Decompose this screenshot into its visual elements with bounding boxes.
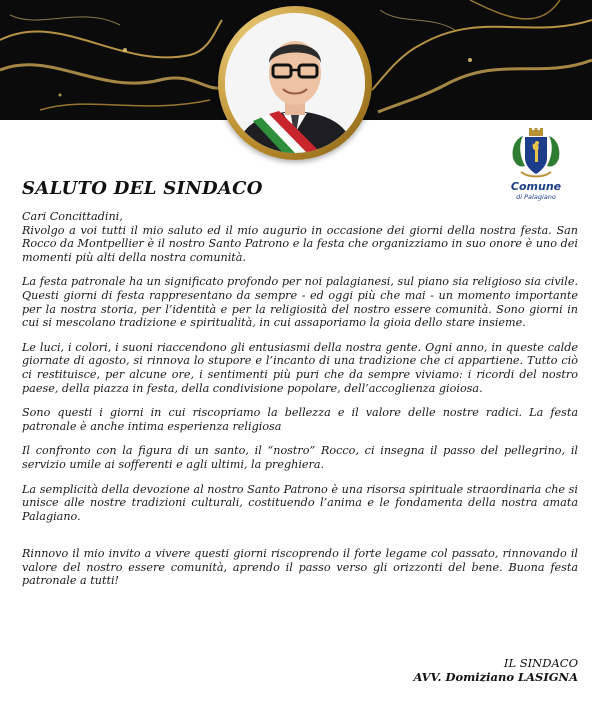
letter-paragraph-2: La festa patronale ha un significato profondo per noi palagianesi, sul piano sia religioso sia civile. Questi giorni di festa rappresentano da sempre - ed oggi più che mai - un momento importante per la nostra storia, per l’identità e per la religiosità del nostro essere comunità. Sono giorni in cui si mescolano tradizione e spiritualità, in cui assaporiamo la gioia dello stare insieme. [22, 275, 578, 330]
mayor-portrait-frame [218, 6, 372, 160]
signature-role: IL SINDACO [503, 656, 578, 670]
signature-name: AVV. Domiziano LASIGNA [413, 670, 578, 684]
letter-paragraph-7: Rinnovo il mio invito a vivere questi giorni riscoprendo il forte legame col passato, rinnovando il valore del nostro essere comunità, aprendo il passo verso gli orizzonti del bene. Buona festa patronale a tutti! [22, 547, 578, 588]
coat-of-arms-icon [507, 128, 565, 180]
logo-town-label: di Palagiano [516, 193, 556, 201]
letter-body [22, 210, 578, 599]
letter-paragraph-5: Il confronto con la figura di un santo, il “nostro” Rocco, ci insegna il passo del pellegrino, il servizio umile ai sofferenti e agli ultimi, la preghiera. [22, 444, 578, 471]
comune-logo [500, 128, 572, 208]
logo-comune-label: Comune [510, 180, 562, 193]
letter-greeting: Cari Concittadini, [22, 210, 123, 223]
mayor-portrait [225, 13, 365, 153]
mayor-portrait-photo-icon [225, 13, 365, 153]
signature-block [414, 656, 578, 684]
page-title: SALUTO DEL SINDACO [22, 178, 263, 199]
letter-paragraph-1 [22, 210, 578, 264]
letter-paragraph-3: Le luci, i colori, i suoni riaccendono gli entusiasmi della nostra gente. Ogni anno, in queste calde giornate di agosto, si rinnova lo stupore e l’incanto di una tradizione che ci appartiene. Tutto ciò ci restituisce, per alcune ore, i sentimenti più puri che da sempre viviamo: i ricordi del nostro paese, della piazza in festa, della condivisione popolare, dell’accoglienza gioiosa. [22, 340, 578, 395]
letter-paragraph-6: La semplicità della devozione al nostro Santo Patrono è una risorsa spirituale straordinaria che si unisce alle nostre tradizioni culturali, costituendo l’anima e le fondamenta della nostra amata Palagiano. [22, 482, 578, 523]
letter-paragraph-4: Sono questi i giorni in cui riscopriamo la bellezza e il valore delle nostre radici. La festa patronale è anche intima esperienza religiosa [22, 406, 578, 433]
letter-paragraph-1-text: Rivolgo a voi tutti il mio saluto ed il mio augurio in occasione dei giorni della nostra festa. San Rocco da Montpellier è il nostro Santo Patrono e la festa che organizziamo in suo onore è uno dei momenti più alti della nostra comunità. [22, 223, 578, 264]
